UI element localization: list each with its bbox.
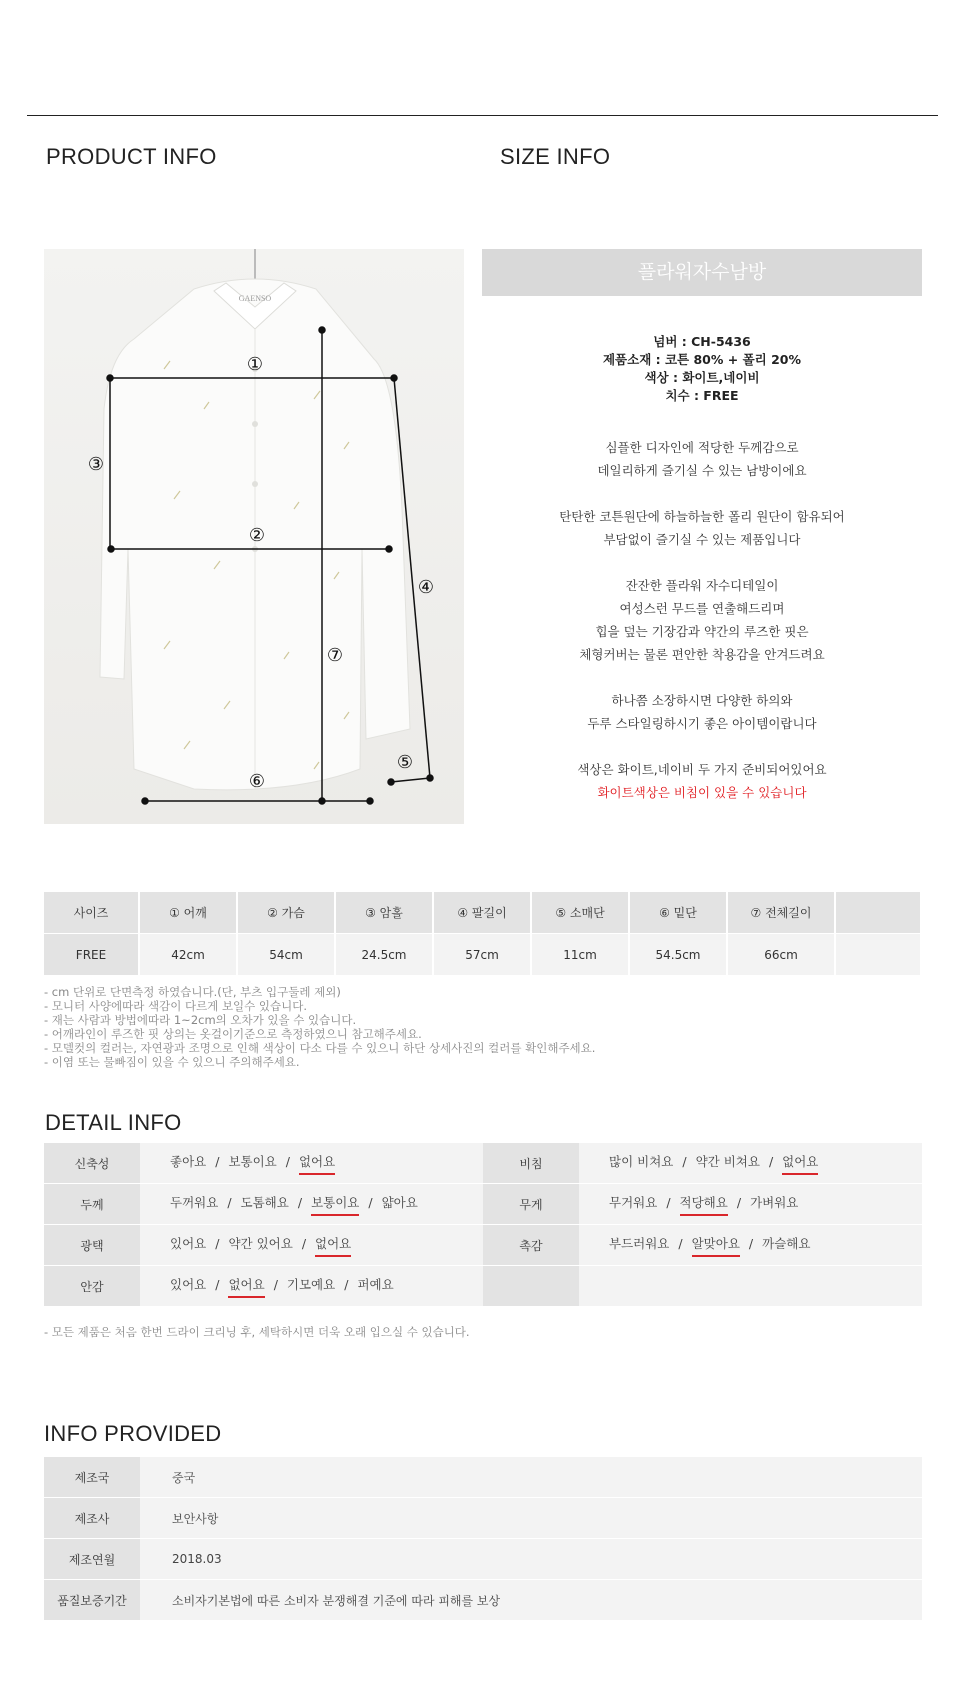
option-separator: / <box>215 1276 220 1292</box>
table-cell: 24.5cm <box>336 934 434 976</box>
spec-material: 제품소재 : 코튼 80% + 폴리 20% <box>602 352 802 367</box>
header-cell: ① 어깨 <box>140 892 238 934</box>
option-separator: / <box>682 1153 687 1169</box>
option-selected: 없어요 <box>782 1152 818 1175</box>
header-cell: ⑦ 전체길이 <box>728 892 836 934</box>
option: 가벼워요 <box>750 1194 799 1210</box>
product-spec <box>482 333 922 405</box>
header-cell: 사이즈 <box>44 892 140 934</box>
option: 무거워요 <box>609 1194 658 1210</box>
header-cell: ② 가슴 <box>238 892 336 934</box>
option-separator: / <box>678 1235 683 1251</box>
header-cell: ⑥ 밑단 <box>630 892 728 934</box>
brand-tag: GAENSO <box>238 294 272 303</box>
shirt-measurement-diagram <box>44 249 464 824</box>
info-provided-table <box>44 1457 922 1621</box>
desc-line: 심플한 디자인에 적당한 두께감으로 <box>605 440 799 455</box>
header-cell <box>836 892 922 934</box>
desc-line: 하나쯤 소장하시면 다양한 하의와 <box>611 693 793 708</box>
detail-label: 비침 <box>483 1143 579 1184</box>
measurement-notes <box>44 985 595 1069</box>
marker-chest: ② <box>248 525 266 546</box>
note-line: - 어깨라인이 루즈한 핏 상의는 옷걸이기준으로 측정하였으니 참고해주세요. <box>44 1027 422 1041</box>
option-separator: / <box>273 1276 278 1292</box>
option-separator: / <box>368 1194 373 1210</box>
desc-line: 탄탄한 코튼원단에 하늘하늘한 폴리 원단이 함유되어 <box>559 509 845 524</box>
info-value: 중국 <box>140 1457 922 1498</box>
option: 기모예요 <box>286 1276 336 1292</box>
option-separator: / <box>301 1235 307 1251</box>
option: 많이 비쳐요 <box>609 1153 674 1169</box>
desc-paragraph-5 <box>482 758 922 804</box>
option-separator: / <box>215 1153 220 1169</box>
option-separator: / <box>666 1194 671 1210</box>
option: 약간 비쳐요 <box>695 1153 760 1169</box>
note-line: - cm 단위로 단면측정 하였습니다.(단, 부츠 입구둘레 제외) <box>44 985 341 999</box>
header-cell: ⑤ 소매단 <box>532 892 630 934</box>
info-row <box>44 1498 922 1539</box>
marker-cuff: ⑤ <box>396 752 414 773</box>
desc-line: 색상은 화이트,네이비 두 가지 준비되어있어요 <box>577 762 827 777</box>
product-photo <box>44 249 464 824</box>
detail-row <box>44 1266 922 1307</box>
option: 있어요 <box>170 1235 207 1251</box>
note-line: - 재는 사람과 방법에따라 1~2cm의 오차가 있을 수 있습니다. <box>44 1013 357 1027</box>
option: 까슬해요 <box>762 1235 811 1251</box>
desc-line: 잔잔한 플라워 자수디테일이 <box>625 578 779 593</box>
detail-options <box>579 1266 922 1307</box>
detail-options <box>579 1184 922 1225</box>
info-row <box>44 1539 922 1580</box>
header-cell: ④ 팔길이 <box>434 892 532 934</box>
top-divider <box>27 115 938 116</box>
spec-color: 색상 : 화이트,네이비 <box>644 370 760 385</box>
detail-label: 광택 <box>44 1225 140 1266</box>
detail-label: 촉감 <box>483 1225 579 1266</box>
detail-table <box>44 1143 922 1307</box>
option: 도톰해요 <box>240 1194 289 1210</box>
desc-paragraph-2 <box>482 505 922 551</box>
desc-line: 부담없이 즐기실 수 있는 제품입니다 <box>603 532 801 547</box>
table-cell: 57cm <box>434 934 532 976</box>
care-note: - 모든 제품은 처음 한번 드라이 크리닝 후, 세탁하시면 더욱 오래 입으실 수 있습니다. <box>44 1325 470 1339</box>
option-selected: 없어요 <box>315 1234 351 1257</box>
desc-paragraph-1 <box>482 436 922 482</box>
marker-armhole: ③ <box>87 454 105 475</box>
detail-options <box>140 1184 483 1225</box>
info-row <box>44 1580 922 1621</box>
option-selected: 없어요 <box>228 1275 264 1298</box>
marker-shoulder: ① <box>246 354 264 375</box>
detail-label: 두께 <box>44 1184 140 1225</box>
option: 얇아요 <box>381 1194 418 1210</box>
header-cell: ③ 암홀 <box>336 892 434 934</box>
detail-options <box>579 1225 922 1266</box>
option-selected: 적당해요 <box>680 1193 728 1216</box>
detail-row <box>44 1143 922 1184</box>
desc-line: 데일리하게 즐기실 수 있는 남방이에요 <box>597 463 807 478</box>
detail-label: 안감 <box>44 1266 140 1307</box>
detail-options <box>140 1143 483 1184</box>
size-table <box>44 892 922 976</box>
spec-size: 치수 : FREE <box>665 388 739 403</box>
option-separator: / <box>344 1276 349 1292</box>
desc-line: 여성스런 무드를 연출해드리며 <box>619 601 785 616</box>
info-label: 품질보증기간 <box>44 1580 140 1621</box>
desc-line: 두루 스타일링하시기 좋은 아이템이랍니다 <box>587 716 817 731</box>
option-separator: / <box>748 1235 754 1251</box>
product-name-bar: 플라워자수남방 <box>482 249 922 296</box>
table-cell <box>836 934 922 976</box>
table-cell: 11cm <box>532 934 630 976</box>
size-info-heading: SIZE INFO <box>500 144 611 169</box>
detail-info-heading: DETAIL INFO <box>45 1110 182 1135</box>
desc-line: 힙을 덮는 기장감과 약간의 루즈한 핏은 <box>595 624 809 639</box>
table-cell: 66cm <box>728 934 836 976</box>
spec-number: 넘버 : CH-5436 <box>653 334 751 349</box>
detail-label: 신축성 <box>44 1143 140 1184</box>
option-selected: 보통이요 <box>311 1193 359 1216</box>
desc-line: 체형커버는 물론 편안한 착용감을 안겨드려요 <box>579 647 825 662</box>
option: 보통이요 <box>228 1153 277 1169</box>
detail-options <box>140 1225 483 1266</box>
option: 약간 있어요 <box>228 1235 293 1251</box>
option: 부드러워요 <box>609 1235 670 1251</box>
table-cell: FREE <box>44 934 140 976</box>
option-separator: / <box>768 1153 774 1169</box>
option-separator: / <box>227 1194 232 1210</box>
info-label: 제조국 <box>44 1457 140 1498</box>
option: 퍼예요 <box>357 1276 394 1292</box>
detail-row <box>44 1184 922 1225</box>
warning-line: 화이트색상은 비침이 있을 수 있습니다 <box>597 785 807 800</box>
desc-paragraph-4 <box>482 689 922 735</box>
desc-paragraph-3 <box>482 574 922 666</box>
info-value: 소비자기본법에 따른 소비자 분쟁해결 기준에 따라 피해를 보상 <box>140 1580 922 1621</box>
option: 있어요 <box>170 1276 207 1292</box>
table-cell: 42cm <box>140 934 238 976</box>
option-separator: / <box>297 1194 303 1210</box>
info-row <box>44 1457 922 1498</box>
note-line: - 모니터 사양에따라 색감이 다르게 보일수 있습니다. <box>44 999 308 1013</box>
option-selected: 없어요 <box>299 1152 335 1175</box>
product-info-heading: PRODUCT INFO <box>46 144 217 169</box>
marker-hem: ⑥ <box>248 771 266 792</box>
note-line: - 모델컷의 컬러는, 자연광과 조명으로 인해 색상이 다소 다를 수 있으니 하단 상세사진의 컬러를 확인해주세요. <box>44 1041 596 1055</box>
detail-label: 무게 <box>483 1184 579 1225</box>
option-selected: 알맞아요 <box>692 1234 740 1257</box>
size-table-row <box>44 934 922 976</box>
info-value: 보안사항 <box>140 1498 922 1539</box>
detail-options <box>579 1143 922 1184</box>
marker-sleeve: ④ <box>417 577 435 598</box>
detail-row <box>44 1225 922 1266</box>
detail-label <box>483 1266 579 1307</box>
option-separator: / <box>285 1153 290 1169</box>
info-label: 제조연월 <box>44 1539 140 1580</box>
option: 두꺼워요 <box>170 1194 219 1210</box>
table-cell: 54cm <box>238 934 336 976</box>
option: 좋아요 <box>170 1153 207 1169</box>
size-table-header <box>44 892 922 934</box>
info-label: 제조사 <box>44 1498 140 1539</box>
option-separator: / <box>215 1235 220 1251</box>
table-cell: 54.5cm <box>630 934 728 976</box>
marker-length: ⑦ <box>326 645 344 666</box>
option-separator: / <box>736 1194 742 1210</box>
info-value: 2018.03 <box>140 1539 922 1580</box>
note-line: - 이염 또는 물빠짐이 있을 수 있으니 주의해주세요. <box>44 1055 300 1069</box>
info-provided-heading: INFO PROVIDED <box>44 1421 222 1446</box>
detail-options <box>140 1266 483 1307</box>
